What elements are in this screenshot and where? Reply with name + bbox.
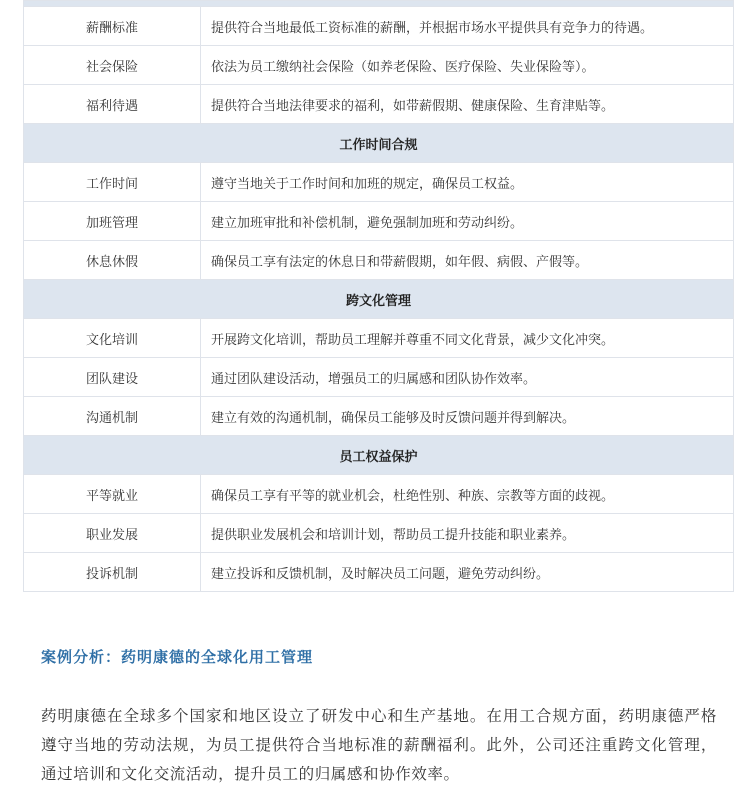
row-value-cell: 依法为员工缴纳社会保险（如养老保险、医疗保险、失业保险等）。 xyxy=(201,46,734,85)
row-key-cell: 投诉机制 xyxy=(24,553,201,592)
row-key-cell: 职业发展 xyxy=(24,514,201,553)
section-header-row xyxy=(24,436,734,475)
table-row xyxy=(24,202,734,241)
table-row xyxy=(24,241,734,280)
row-value-cell: 建立加班审批和补偿机制，避免强制加班和劳动纠纷。 xyxy=(201,202,734,241)
row-key-cell: 平等就业 xyxy=(24,475,201,514)
row-key-cell: 工作时间 xyxy=(24,163,201,202)
row-key-cell: 薪酬标准 xyxy=(24,7,201,46)
section-header-row xyxy=(24,124,734,163)
row-key-cell: 沟通机制 xyxy=(24,397,201,436)
row-value-cell: 建立投诉和反馈机制，及时解决员工问题，避免劳动纠纷。 xyxy=(201,553,734,592)
table-row xyxy=(24,514,734,553)
table-row xyxy=(24,7,734,46)
policy-table-container xyxy=(23,0,733,592)
row-value-cell: 确保员工享有法定的休息日和带薪假期，如年假、病假、产假等。 xyxy=(201,241,734,280)
policy-table-body xyxy=(24,1,734,592)
row-value-cell: 通过团队建设活动，增强员工的归属感和团队协作效率。 xyxy=(201,358,734,397)
row-key-cell: 文化培训 xyxy=(24,319,201,358)
table-row xyxy=(24,319,734,358)
row-value-cell: 遵守当地关于工作时间和加班的规定，确保员工权益。 xyxy=(201,163,734,202)
table-row xyxy=(24,85,734,124)
section-header-title: 员工权益保护 xyxy=(24,436,734,475)
row-value-cell: 提供符合当地法律要求的福利，如带薪假期、健康保险、生育津贴等。 xyxy=(201,85,734,124)
table-row xyxy=(24,46,734,85)
row-key-cell: 社会保险 xyxy=(24,46,201,85)
row-value-cell: 提供职业发展机会和培训计划，帮助员工提升技能和职业素养。 xyxy=(201,514,734,553)
table-row xyxy=(24,163,734,202)
table-row xyxy=(24,475,734,514)
case-study-paragraph: 药明康德在全球多个国家和地区设立了研发中心和生产基地。在用工合规方面，药明康德严格遵守当地的劳动法规，为员工提供符合当地标准的薪酬福利。此外，公司还注重跨文化管理，通过培训和文化交流活动，提升员工的归属感和协作效率。 xyxy=(41,707,717,783)
section-header-title: 工作时间合规 xyxy=(24,124,734,163)
row-key-cell: 加班管理 xyxy=(24,202,201,241)
row-key-cell: 休息休假 xyxy=(24,241,201,280)
policy-table xyxy=(23,0,734,592)
row-key-cell: 福利待遇 xyxy=(24,85,201,124)
table-row xyxy=(24,358,734,397)
section-header-row xyxy=(24,280,734,319)
table-row xyxy=(24,397,734,436)
row-key-cell: 团队建设 xyxy=(24,358,201,397)
section-header-title: 跨文化管理 xyxy=(24,280,734,319)
row-value-cell: 建立有效的沟通机制，确保员工能够及时反馈问题并得到解决。 xyxy=(201,397,734,436)
table-row xyxy=(24,553,734,592)
row-value-cell: 开展跨文化培训，帮助员工理解并尊重不同文化背景，减少文化冲突。 xyxy=(201,319,734,358)
case-study-title: 案例分析：药明康德的全球化用工管理 xyxy=(41,648,314,666)
row-value-cell: 提供符合当地最低工资标准的薪酬，并根据市场水平提供具有竞争力的待遇。 xyxy=(201,7,734,46)
row-value-cell: 确保员工享有平等的就业机会，杜绝性别、种族、宗教等方面的歧视。 xyxy=(201,475,734,514)
